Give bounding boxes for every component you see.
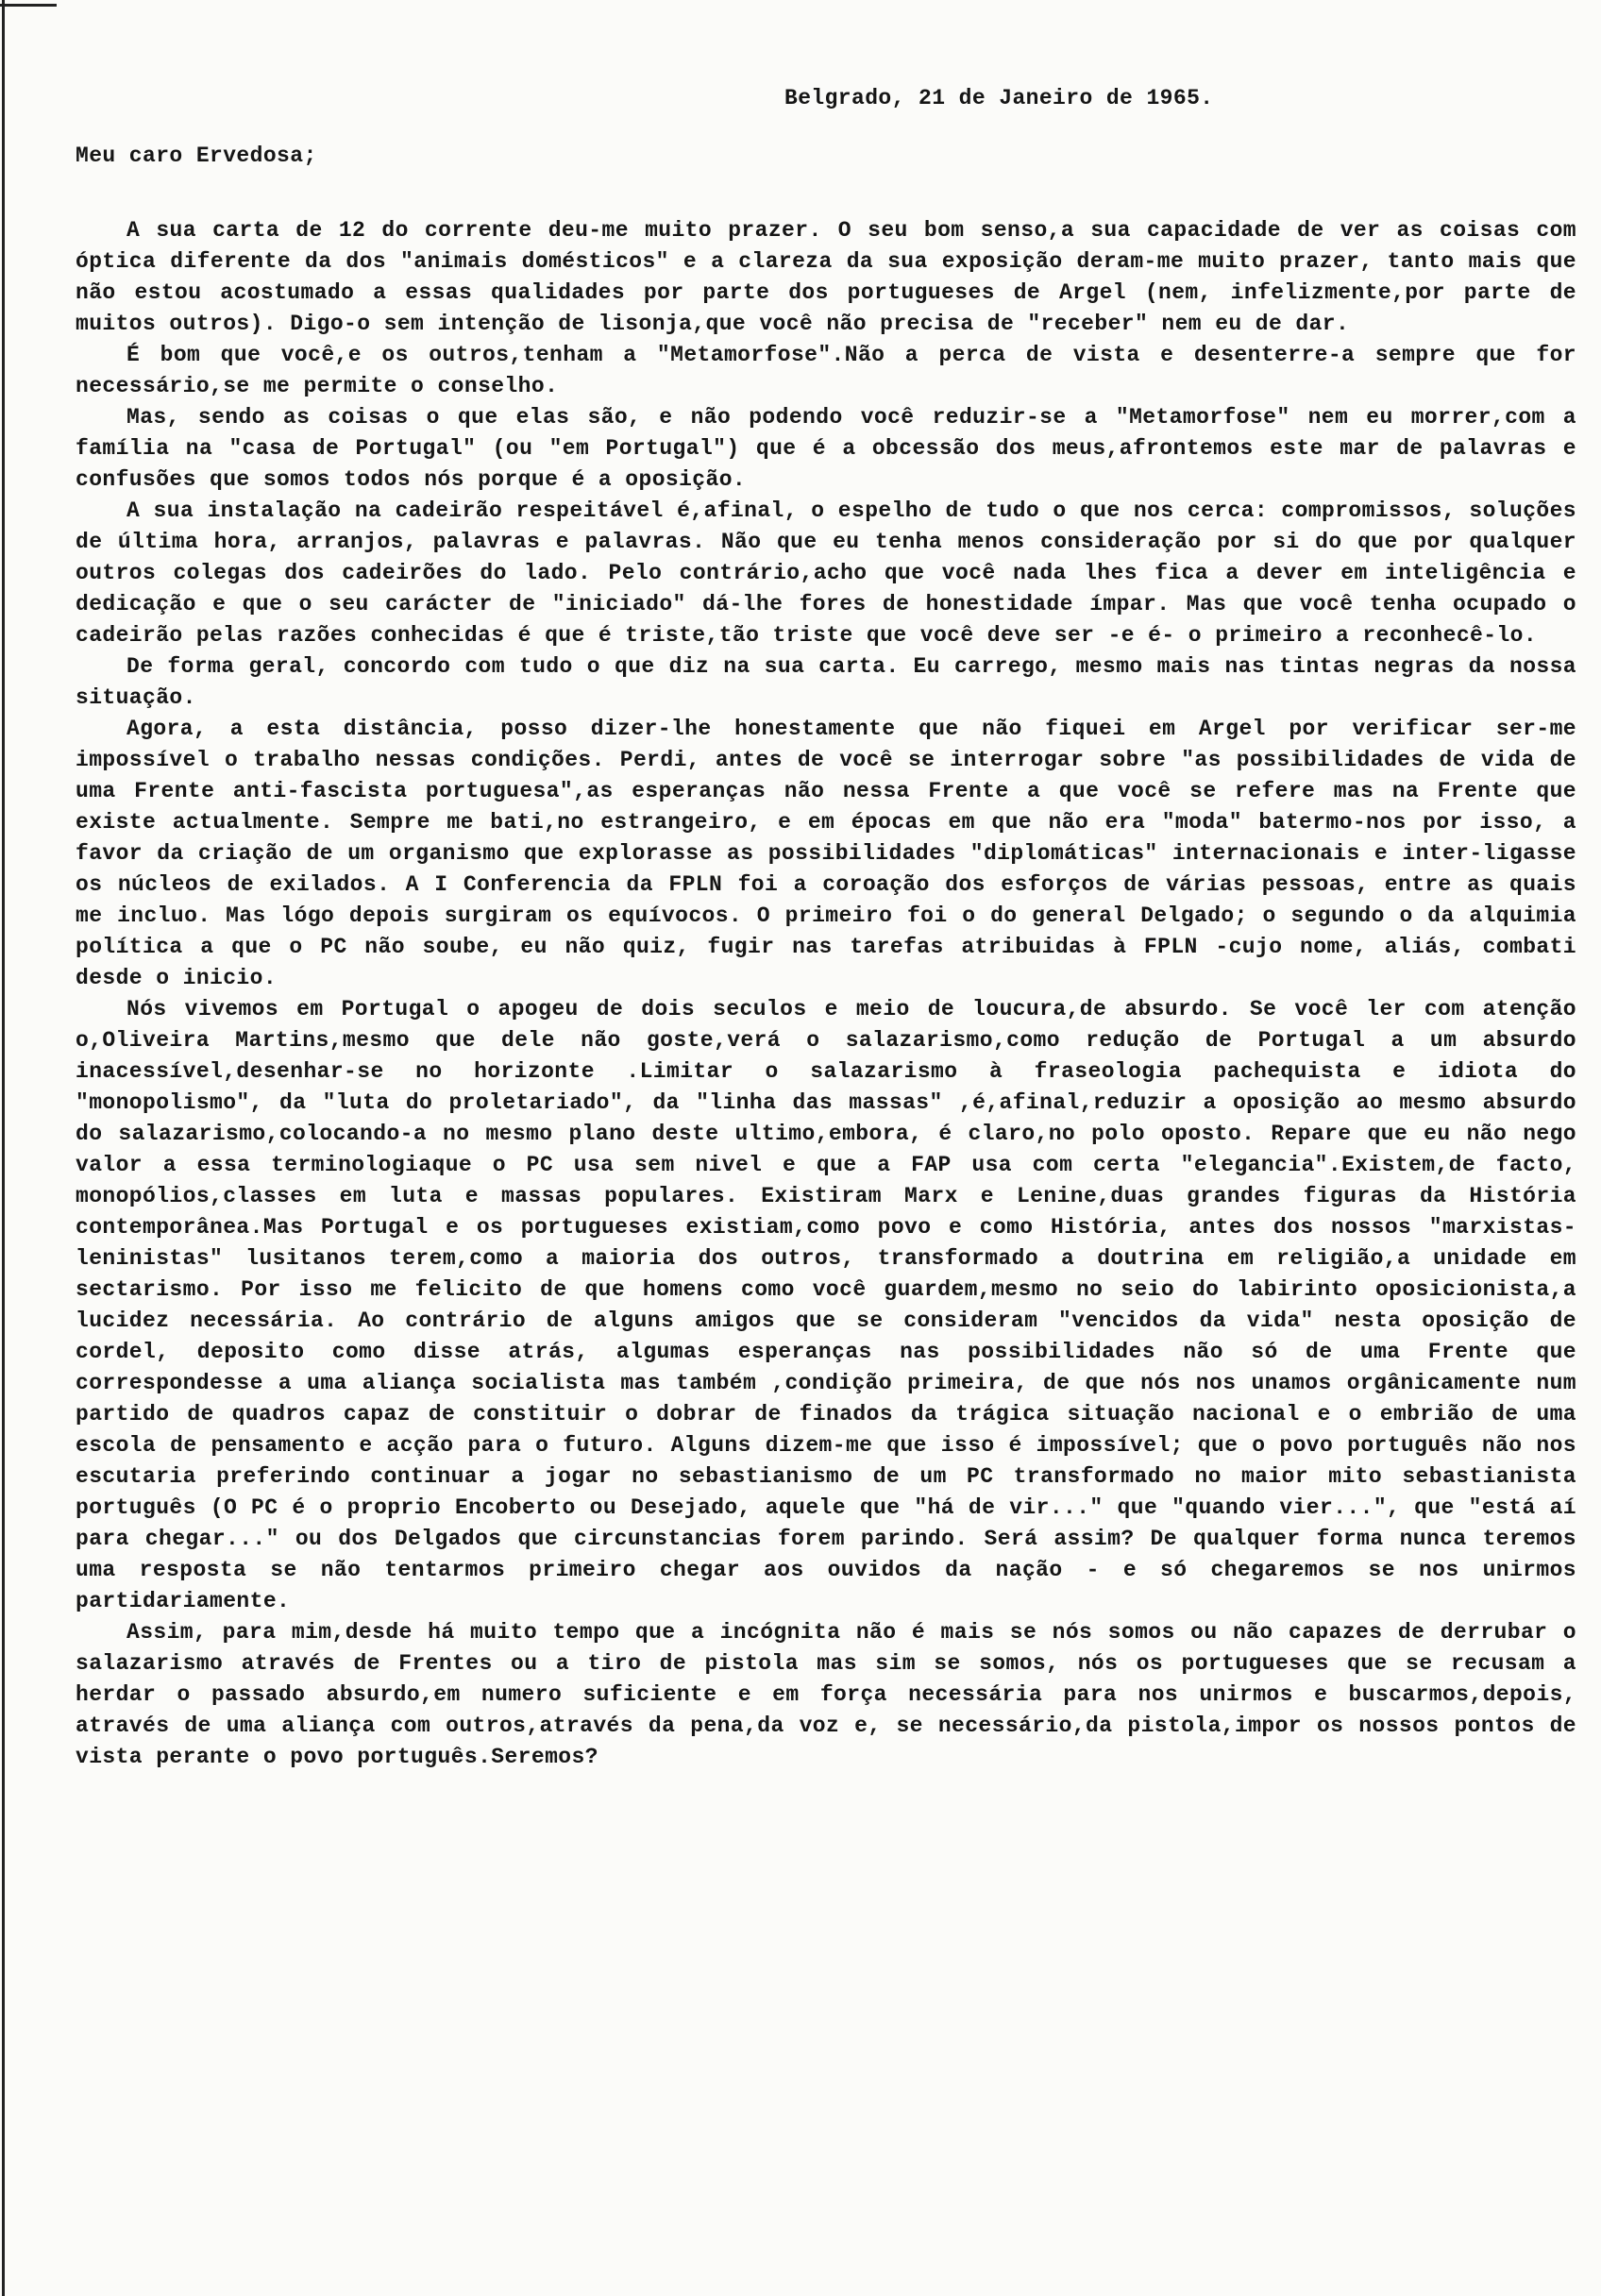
scan-left-border (2, 0, 5, 2296)
paragraph-3: Mas, sendo as coisas o que elas são, e não podendo você reduzir-se a "Metamorfose" nem eu morrer,com a família na "casa de Portugal" (ou "em Portugal") que é a obcessão dos meus,afrontemos este mar de palavras e confusões que somos todos nós porque é a oposição. (76, 405, 1576, 492)
paragraph-2: É bom que você,e os outros,tenham a "Metamorfose".Não a perca de vista e desenterre-a sempre que for necessário,se me permite o conselho. (76, 343, 1576, 398)
paragraph-4: A sua instalação na cadeirão respeitável é,afinal, o espelho de tudo o que nos cerca: compromissos, soluções de última hora, arranjos, palavras e palavras. Não que eu tenha menos consideração por si do que por qualquer outros colegas dos cadeirões do lado. Pelo contrário,acho que você nada lhes fica a dever em inteligência e dedicação e que o seu carácter de "iniciado" dá-lhe fores de honestidade ímpar. Mas que você tenha ocupado o cadeirão pelas razões conhecidas é que é triste,tão triste que você deve ser -e é- o primeiro a reconhecê-lo. (76, 498, 1576, 648)
paragraph-1: A sua carta de 12 do corrente deu-me muito prazer. O seu bom senso,a sua capacidade de ver as coisas com óptica diferente da dos "animais domésticos" e a clareza da sua exposição deram-me muito prazer, tanto mais que não estou acostumado a essas qualidades por parte dos portugueses de Argel (nem, infelizmente,por parte de muitos outros). Digo-o sem intenção de lisonja,que você não precisa de "receber" nem eu de dar. (76, 218, 1576, 336)
paragraph-5: De forma geral, concordo com tudo o que diz na sua carta. Eu carrego, mesmo mais nas tintas negras da nossa situação. (76, 654, 1576, 710)
scan-top-border (0, 4, 57, 7)
dateline: Belgrado, 21 de Janeiro de 1965. (784, 86, 1214, 110)
paragraph-8: Assim, para mim,desde há muito tempo que a incógnita não é mais se nós somos ou não capazes de derrubar o salazarismo através de Frentes ou a tiro de pistola mas sim se somos, nós os portugueses que se recusam a herdar o passado absurdo,em numero suficiente e em força necessária para nos unirmos e buscarmos,depois, através de uma aliança com outros,através da pena,da voz e, se necessário,da pistola,impor os nossos pontos de vista perante o povo português.Seremos? (76, 1620, 1576, 1769)
typed-letter (76, 83, 1576, 1773)
salutation: Meu caro Ervedosa; (76, 144, 317, 168)
paragraph-6: Agora, a esta distância, posso dizer-lhe honestamente que não fiquei em Argel por verificar ser-me impossível o trabalho nessas condições. Perdi, antes de você se interrogar sobre "as possibilidades de vida de uma Frente anti-fascista portuguesa",as esperanças não nessa Frente a que você se refere mas na Frente que existe actualmente. Sempre me bati,no estrangeiro, e em épocas em que não era "moda" batermo-nos por isso, a favor da criação de um organismo que explorasse as possibilidades "diplomáticas" internacionais e inter-ligasse os núcleos de exilados. A I Conferencia da FPLN foi a coroação dos esforços de várias pessoas, entre as quais me incluo. Mas lógo depois surgiram os equívocos. O primeiro foi o do general Delgado; o segundo o da alquimia política a que o PC não soube, eu não quiz, fugir nas tarefas atribuidas à FPLN -cujo nome, aliás, combati desde o inicio. (76, 717, 1576, 990)
paragraph-7: Nós vivemos em Portugal o apogeu de dois seculos e meio de loucura,de absurdo. Se você ler com atenção o,Oliveira Martins,mesmo que dele não goste,verá o salazarismo,como redução de Portugal a um absurdo inacessível,desenhar-se no horizonte .Limitar o salazarismo à fraseologia pachequista e idiota do "monopolismo", da "luta do proletariado", da "linha das massas" ,é,afinal,reduzir a oposição ao mesmo absurdo do salazarismo,colocando-a no mesmo plano deste ultimo,embora, é claro,no polo oposto. Repare que eu não nego valor a essa terminologiaque o PC usa sem nivel e que a FAP usa com certa "elegancia".Existem,de facto, monopólios,classes em luta e massas populares. Existiram Marx e Lenine,duas grandes figuras da História contemporânea.Mas Portugal e os portugueses existiam,como povo e como História, antes dos nossos "marxistas-leninistas" lusitanos terem,como a maioria dos outros, transformado a doutrina em religião,a unidade em sectarismo. Por isso me felicito de que homens como você guardem,mesmo no seio do labirinto oposicionista,a lucidez necessária. Ao contrário de alguns amigos que se consideram "vencidos da vida" nesta oposição de cordel, deposito como disse atrás, algumas esperanças nas possibilidades não só de uma Frente que correspondesse a uma aliança socialista mas também ,condição primeira, de que nós nos unamos orgânicamente num partido de quadros capaz de constituir o dobrar de finados da trágica situação nacional e o embrião de uma escola de pensamento e acção para o futuro. Alguns dizem-me que isso é impossível; que o povo português não nos escutaria preferindo continuar a jogar no sebastianismo de um PC transformado no maior mito sebastianista português (O PC é o proprio Encoberto ou Desejado, aquele que "há de vir..." que "quando vier...", que "está aí para chegar..." ou dos Delgados que circunstancias forem parindo. Será assim? De qualquer forma nunca teremos uma resposta se não tentarmos primeiro chegar aos ouvidos da nação - e só chegaremos se nos unirmos partidariamente. (76, 997, 1576, 1613)
